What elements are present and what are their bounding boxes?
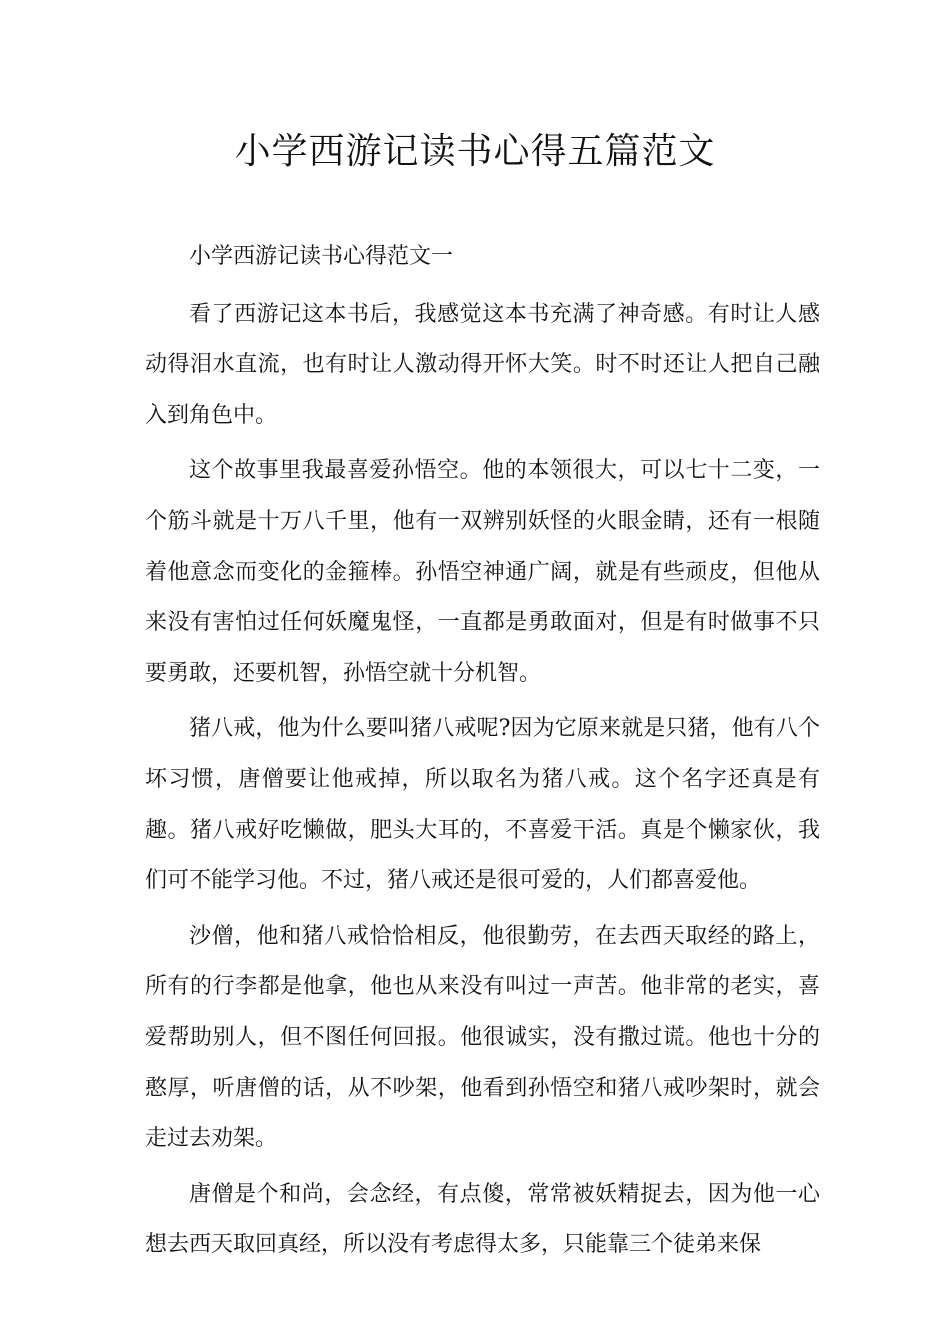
- document-title: 小学西游记读书心得五篇范文: [234, 131, 716, 172]
- paragraph: 看了西游记这本书后，我感觉这本书充满了神奇感。有时让人感动得泪水直流，也有时让人激动得开怀大笑。时不时还让人把自己融入到角色中。: [145, 301, 820, 428]
- document-body: [145, 232, 820, 1276]
- section-heading: 小学西游记读书心得范文一: [189, 244, 454, 269]
- paragraph: 沙僧，他和猪八戒恰恰相反，他很勤劳，在去西天取经的路上，所有的行李都是他拿，他也从来没有叫过一声苦。他非常的老实，喜爱帮助别人，但不图任何回报。他很诚实，没有撒过谎。他也十分的憨厚，听唐僧的话，从不吵架，他看到孙悟空和猪八戒吵架时，就会走过去劝架。: [145, 923, 820, 1152]
- paragraph: 猪八戒，他为什么要叫猪八戒呢?因为它原来就是只猪，他有八个坏习惯，唐僧要让他戒掉，所以取名为猪八戒。这个名字还真是有趣。猪八戒好吃懒做，肥头大耳的，不喜爱干活。真是个懒家伙，我们可不能学习他。不过，猪八戒还是很可爱的，人们都喜爱他。: [145, 716, 820, 894]
- paragraph: 这个故事里我最喜爱孙悟空。他的本领很大，可以七十二变，一个筋斗就是十万八千里，他有一双辨别妖怪的火眼金睛，还有一根随着他意念而变化的金箍棒。孙悟空神通广阔，就是有些顽皮，但他从来没有害怕过任何妖魔鬼怪，一直都是勇敢面对，但是有时做事不只要勇敢，还要机智，孙悟空就十分机智。: [145, 458, 820, 686]
- paragraph: 唐僧是个和尚，会念经，有点傻，常常被妖精捉去，因为他一心想去西天取回真经，所以没有考虑得太多，只能靠三个徒弟来保: [145, 1181, 820, 1258]
